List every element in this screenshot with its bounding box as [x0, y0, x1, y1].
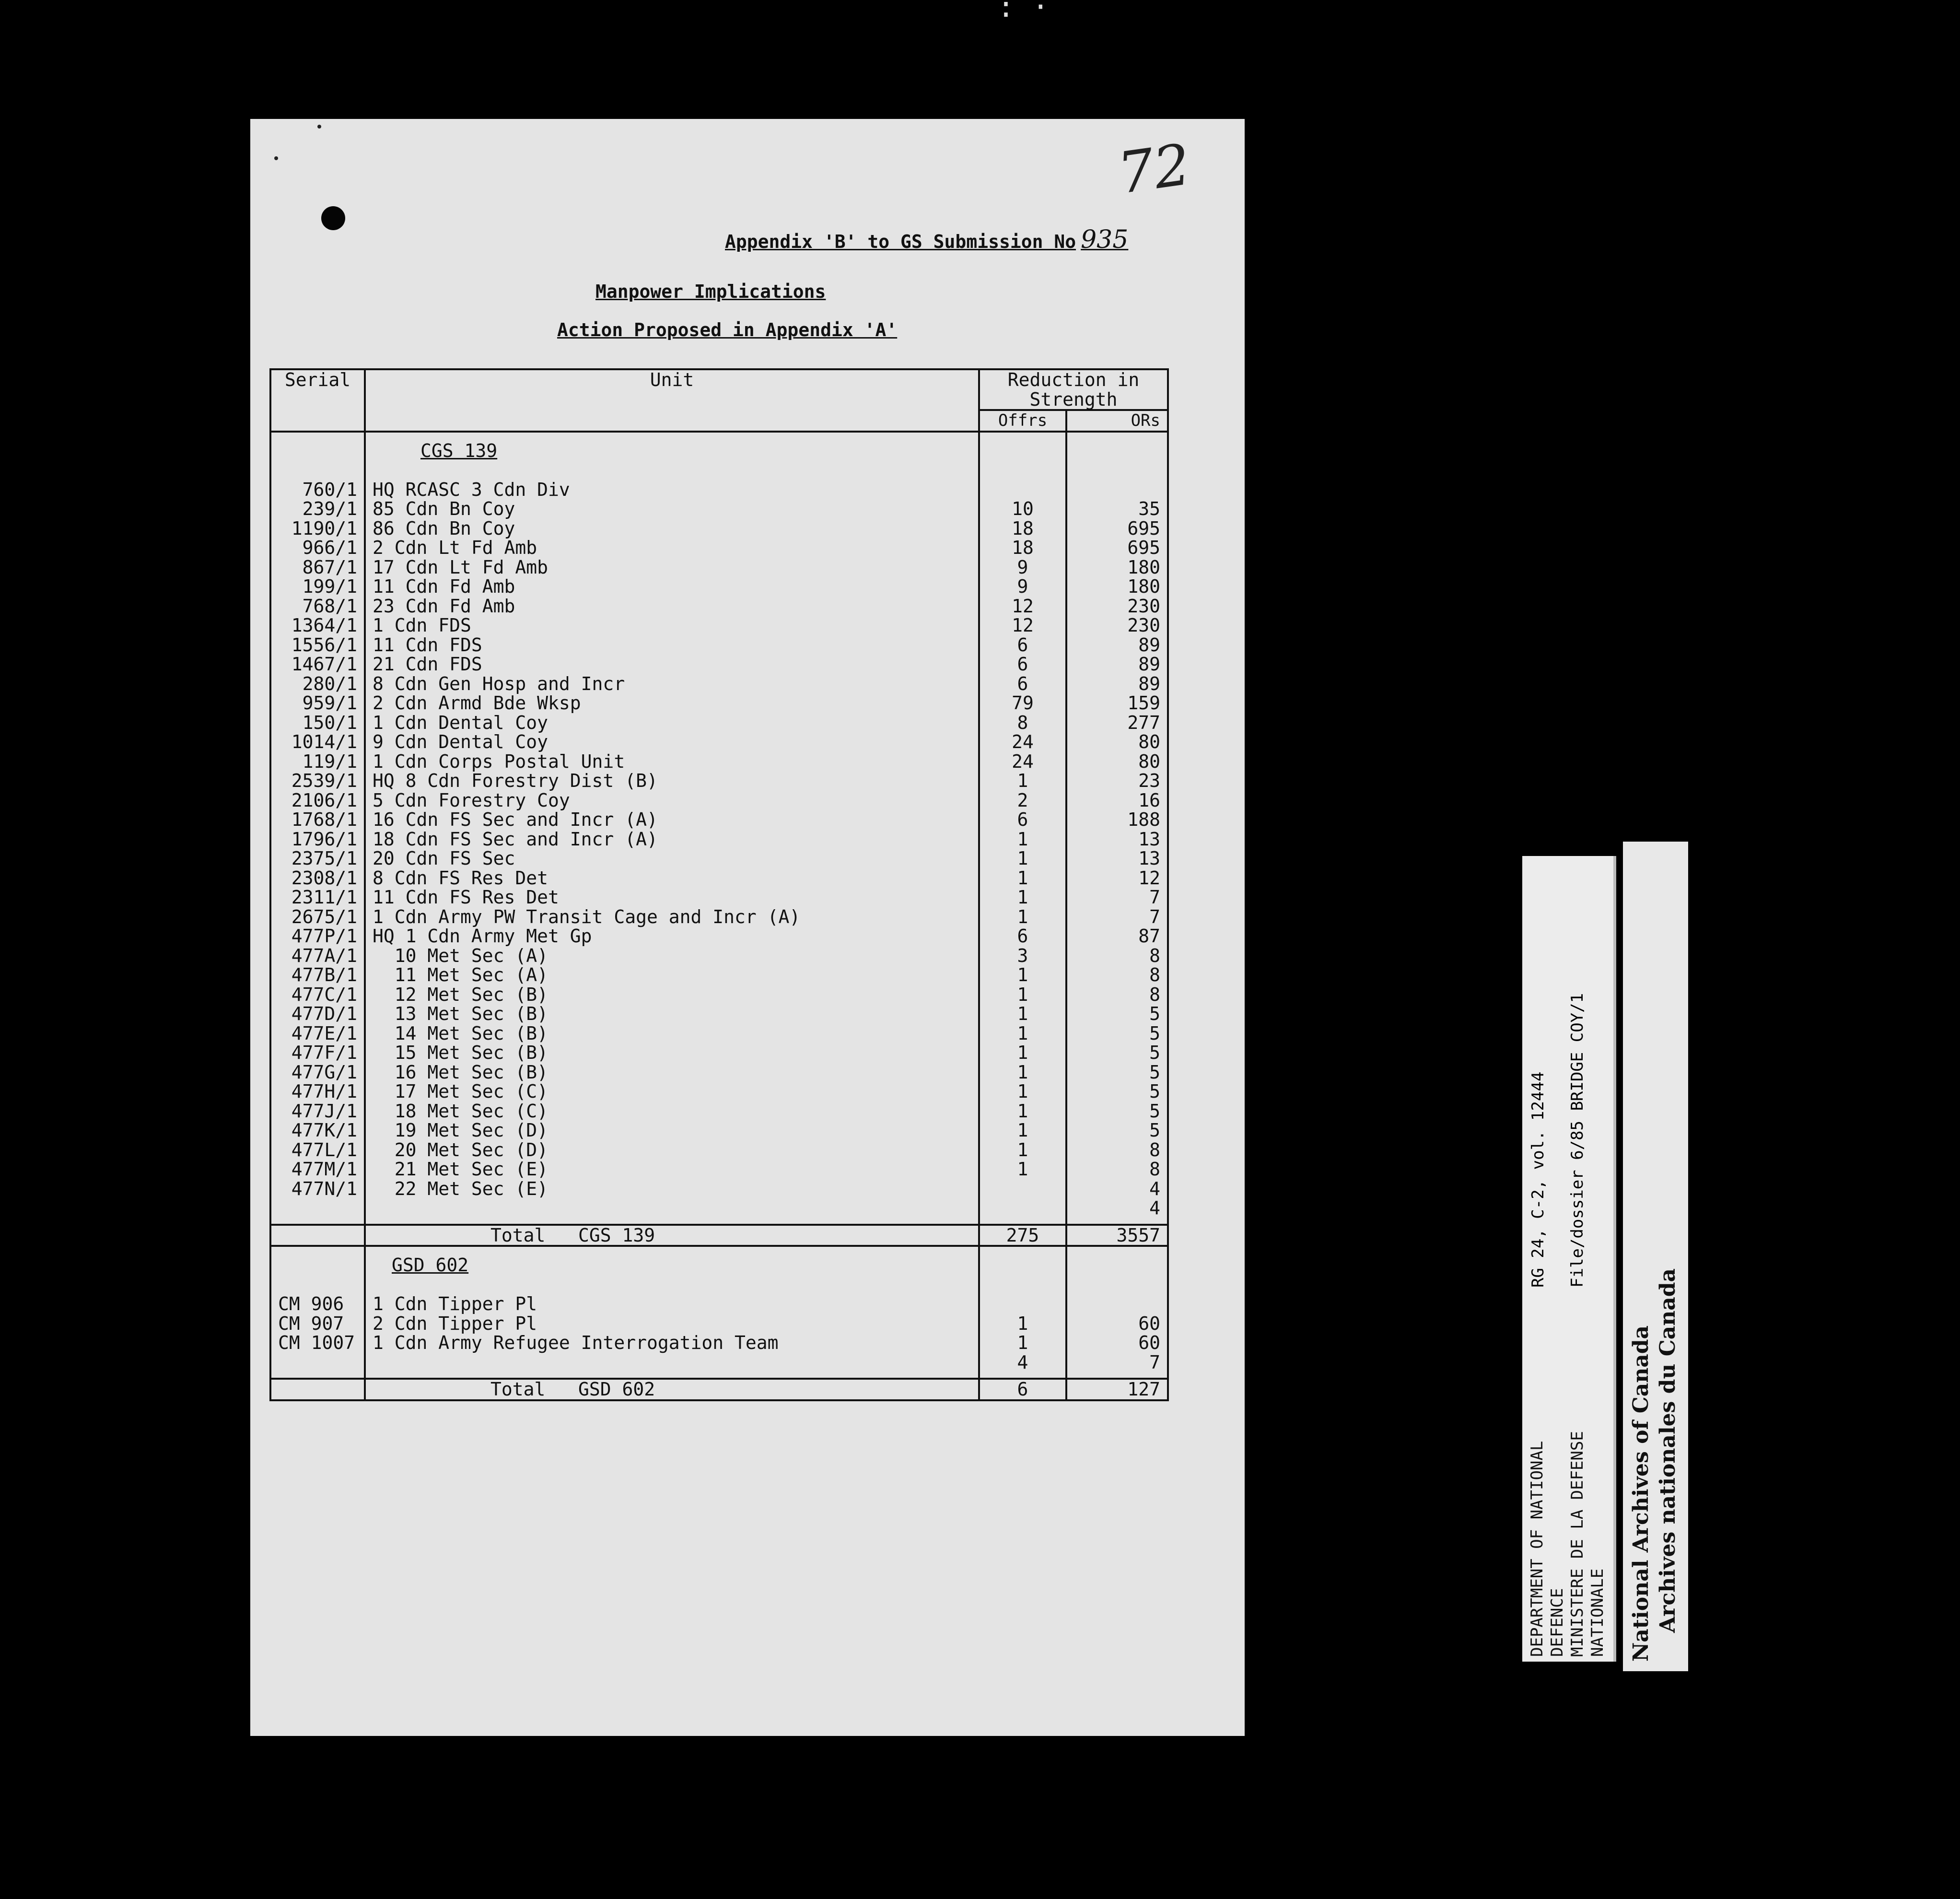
ors-cell: 23 — [1138, 770, 1160, 791]
section-heading: CGS 139 — [420, 440, 498, 461]
serial-spacer — [278, 1255, 357, 1275]
ors-cell: 8 — [1149, 1159, 1160, 1180]
ors-cell: 180 — [1127, 576, 1160, 597]
unit-cell: HQ RCASC 3 Cdn Div — [373, 479, 570, 500]
unit-spacer — [373, 1275, 971, 1295]
unit-cell: 16 Met Sec (B) — [373, 1061, 548, 1083]
unit-cell: 21 Met Sec (E) — [373, 1159, 548, 1180]
ors-cell: 5 — [1149, 1061, 1160, 1083]
ors-cell: 5 — [1149, 1081, 1160, 1102]
ors-cell: 60 — [1138, 1332, 1160, 1353]
unit-cell: 8 Cdn Gen Hosp and Incr — [373, 673, 625, 694]
dept-line: MINISTERE DE LA DEFENSE — [1568, 1431, 1587, 1657]
ors-cell: 5 — [1149, 1003, 1160, 1024]
serial-cell: 966/1 — [302, 537, 357, 558]
offrs-spacer — [987, 460, 1059, 480]
speck — [317, 125, 321, 129]
serial-cell: 477K/1 — [291, 1120, 357, 1141]
total-serial-cell — [270, 1225, 365, 1246]
offrs-cell: 24 — [1012, 750, 1034, 772]
offrs-header: Offrs — [979, 410, 1066, 432]
total-row-gsd602 — [270, 1379, 1168, 1400]
serial-cell: 760/1 — [302, 479, 357, 500]
ors-cell: 13 — [1138, 828, 1160, 850]
offrs-column — [979, 1246, 1066, 1379]
dept-line: DEPARTMENT OF NATIONAL — [1528, 1441, 1547, 1657]
dept-line: NATIONALE — [1588, 1568, 1607, 1657]
manpower-table — [269, 368, 1169, 1401]
appendix-title — [725, 225, 1128, 254]
ors-spacer — [1074, 480, 1160, 500]
unit-list — [373, 1294, 971, 1353]
serial-cell: 477D/1 — [291, 1003, 357, 1024]
total-ors: 3557 — [1066, 1225, 1168, 1246]
offrs-cell: 1 — [1017, 887, 1028, 908]
unit-cell: 11 Cdn FDS — [373, 634, 482, 656]
ors-cell: 5 — [1149, 1100, 1160, 1122]
offrs-cell: 1 — [1017, 1100, 1028, 1122]
speck — [274, 156, 278, 160]
archive-ref-lines — [1528, 866, 1587, 1288]
offrs-cell: 2 — [1017, 789, 1028, 811]
serial-column — [270, 1246, 365, 1379]
serial-cell: 2106/1 — [291, 789, 357, 811]
serial-cell: 477B/1 — [291, 964, 357, 985]
serial-spacer — [278, 441, 357, 461]
unit-cell: 20 Cdn FS Sec — [373, 848, 515, 869]
unit-cell: HQ 1 Cdn Army Met Gp — [373, 926, 592, 947]
serial-list — [278, 1294, 357, 1353]
unit-cell: 9 Cdn Dental Coy — [373, 731, 548, 752]
unit-cell: 19 Met Sec (D) — [373, 1120, 548, 1141]
offrs-cell: 79 — [1012, 692, 1034, 714]
offrs-cell: 1 — [1017, 1139, 1028, 1160]
serial-cell: 280/1 — [302, 673, 357, 694]
serial-cell: 867/1 — [302, 556, 357, 578]
ors-cell: 89 — [1138, 673, 1160, 694]
ors-list — [1074, 1314, 1160, 1372]
ors-cell: 5 — [1149, 1042, 1160, 1063]
offrs-spacer — [987, 1294, 1059, 1314]
offrs-cell: 18 — [1012, 537, 1034, 558]
serial-cell: 477L/1 — [291, 1139, 357, 1160]
serial-spacer — [278, 460, 357, 480]
ors-spacer — [1074, 1275, 1160, 1295]
offrs-cell: 1 — [1017, 1332, 1028, 1353]
ors-cell: 180 — [1127, 556, 1160, 578]
ors-cell: 89 — [1138, 634, 1160, 656]
unit-cell: 1 Cdn Corps Postal Unit — [373, 750, 625, 772]
offrs-cell: 1 — [1017, 906, 1028, 927]
section-heading-line — [373, 441, 971, 461]
ors-header: ORs — [1066, 410, 1168, 432]
serial-cell: 1796/1 — [291, 828, 357, 850]
offrs-cell: 1 — [1017, 828, 1028, 850]
document-page — [250, 119, 1245, 1736]
section-heading-line — [373, 1255, 971, 1275]
unit-cell: 11 Met Sec (A) — [373, 964, 548, 985]
offrs-cell: 1 — [1017, 770, 1028, 791]
serial-cell: 239/1 — [302, 498, 357, 519]
ors-cell: 13 — [1138, 848, 1160, 869]
ors-cell: 89 — [1138, 654, 1160, 675]
unit-column — [365, 1246, 979, 1379]
serial-cell: 477N/1 — [291, 1178, 357, 1199]
offrs-cell: 6 — [1017, 809, 1028, 830]
ors-cell: 230 — [1127, 615, 1160, 636]
serial-cell: 1190/1 — [291, 517, 357, 539]
offrs-cell: 10 — [1012, 498, 1034, 519]
offrs-cell: 1 — [1017, 1081, 1028, 1102]
offrs-cell: 3 — [1017, 945, 1028, 966]
ors-cell: 8 — [1149, 984, 1160, 1005]
unit-cell: 5 Cdn Forestry Coy — [373, 789, 570, 811]
archive-reference-label — [1522, 856, 1616, 1662]
ors-cell: 60 — [1138, 1313, 1160, 1334]
offrs-spacer — [987, 1255, 1059, 1275]
offrs-cell: 12 — [1012, 595, 1034, 617]
ors-cell: 8 — [1149, 964, 1160, 985]
serial-cell: CM 907 — [278, 1313, 344, 1334]
ors-spacer — [1074, 441, 1160, 461]
unit-cell: 22 Met Sec (E) — [373, 1178, 548, 1199]
offrs-cell: 1 — [1017, 1003, 1028, 1024]
ors-cell: 7 — [1149, 887, 1160, 908]
ors-column — [1066, 1246, 1168, 1379]
stamp-line-fr: Archives nationales du Canada — [1656, 1268, 1680, 1633]
total-ors: 127 — [1066, 1379, 1168, 1400]
serial-cell: 2308/1 — [291, 867, 357, 889]
total-offrs: 6 — [979, 1379, 1066, 1400]
unit-cell: 1 Cdn Army Refugee Interrogation Team — [373, 1332, 779, 1353]
offrs-cell: 1 — [1017, 984, 1028, 1005]
serial-cell: 1364/1 — [291, 615, 357, 636]
total-serial-cell — [270, 1379, 365, 1400]
national-archives-text — [1628, 851, 1681, 1662]
unit-cell: 2 Cdn Tipper Pl — [373, 1313, 537, 1334]
unit-cell: 1 Cdn Dental Coy — [373, 712, 548, 733]
section-heading: GSD 602 — [392, 1254, 469, 1276]
ors-cell: 695 — [1127, 537, 1160, 558]
offrs-cell: 8 — [1017, 712, 1028, 733]
serial-cell: 959/1 — [302, 692, 357, 714]
offrs-cell: 1 — [1017, 1022, 1028, 1044]
serial-cell: 2675/1 — [291, 906, 357, 927]
offrs-list — [987, 1314, 1059, 1372]
offrs-spacer — [987, 1275, 1059, 1295]
national-archives-stamp — [1623, 842, 1688, 1671]
offrs-cell: 9 — [1017, 576, 1028, 597]
ors-cell: 230 — [1127, 595, 1160, 617]
file-line: File/dossier 6/85 BRIDGE COY/1 — [1568, 993, 1587, 1288]
submission-number: 935 — [1081, 225, 1129, 254]
offrs-cell: 1 — [1017, 964, 1028, 985]
offrs-cell: 6 — [1017, 926, 1028, 947]
ors-cell: 188 — [1127, 809, 1160, 830]
unit-header: Unit — [365, 369, 979, 432]
unit-cell: 14 Met Sec (B) — [373, 1022, 548, 1044]
offrs-cell: 1 — [1017, 1313, 1028, 1334]
ors-cell: 277 — [1127, 712, 1160, 733]
ors-cell: 159 — [1127, 692, 1160, 714]
unit-cell: 1 Cdn Army PW Transit Cage and Incr (A) — [373, 906, 801, 927]
film-mark: : · — [997, 0, 1050, 24]
unit-column — [365, 432, 979, 1225]
total-row-cgs139 — [270, 1225, 1168, 1246]
ors-cell: 87 — [1138, 926, 1160, 947]
offrs-list — [987, 499, 1059, 1179]
offrs-spacer — [987, 441, 1059, 461]
ors-spacer — [1074, 1294, 1160, 1314]
punch-hole — [321, 206, 345, 230]
offrs-cell: 12 — [1012, 615, 1034, 636]
serial-cell: 199/1 — [302, 576, 357, 597]
offrs-spacer — [987, 480, 1059, 500]
ors-cell: 4 — [1149, 1178, 1160, 1199]
serial-cell: 477M/1 — [291, 1159, 357, 1180]
ors-column — [1066, 432, 1168, 1225]
ors-cell: 80 — [1138, 750, 1160, 772]
header-row — [270, 369, 1168, 410]
serial-cell: 768/1 — [302, 595, 357, 617]
serial-cell: 477H/1 — [291, 1081, 357, 1102]
serial-cell: 1014/1 — [291, 731, 357, 752]
ors-cell: 8 — [1149, 945, 1160, 966]
serial-cell: 477A/1 — [291, 945, 357, 966]
serial-column — [270, 432, 365, 1225]
document-subtitle: Action Proposed in Appendix 'A' — [557, 319, 898, 340]
offrs-cell: 1 — [1017, 867, 1028, 889]
unit-cell: 10 Met Sec (A) — [373, 945, 548, 966]
serial-cell: 2375/1 — [291, 848, 357, 869]
ors-cell: 12 — [1138, 867, 1160, 889]
serial-cell: 2311/1 — [291, 887, 357, 908]
ors-cell: 8 — [1149, 1139, 1160, 1160]
serial-cell: 150/1 — [302, 712, 357, 733]
ors-cell: 80 — [1138, 731, 1160, 752]
offrs-cell: 1 — [1017, 1061, 1028, 1083]
serial-cell: 477E/1 — [291, 1022, 357, 1044]
unit-cell: 17 Cdn Lt Fd Amb — [373, 556, 548, 578]
serial-list — [278, 480, 357, 1199]
serial-cell: 477P/1 — [291, 926, 357, 947]
unit-cell: 23 Cdn Fd Amb — [373, 595, 515, 617]
total-label: Total CGS 139 — [365, 1225, 979, 1246]
offrs-cell: 1 — [1017, 1042, 1028, 1063]
ors-cell: 5 — [1149, 1120, 1160, 1141]
ors-cell: 5 — [1149, 1022, 1160, 1044]
unit-cell: 15 Met Sec (B) — [373, 1042, 548, 1063]
unit-cell: 2 Cdn Lt Fd Amb — [373, 537, 537, 558]
spacer — [1548, 866, 1567, 1288]
offrs-cell: 24 — [1012, 731, 1034, 752]
offrs-cell: 1 — [1017, 1159, 1028, 1180]
total-label: Total GSD 602 — [365, 1379, 979, 1400]
offrs-cell: 1 — [1017, 1120, 1028, 1141]
rg-line: RG 24, C-2, vol. 12444 — [1528, 1071, 1548, 1288]
unit-cell: 1 Cdn Tipper Pl — [373, 1293, 537, 1314]
serial-cell: 477J/1 — [291, 1100, 357, 1122]
offrs-cell: 6 — [1017, 673, 1028, 694]
offrs-cell: 1 — [1017, 848, 1028, 869]
serial-cell: 477F/1 — [291, 1042, 357, 1063]
unit-cell: 86 Cdn Bn Coy — [373, 517, 515, 539]
ors-cell: 7 — [1149, 906, 1160, 927]
unit-list — [373, 480, 971, 1199]
serial-cell: 2539/1 — [291, 770, 357, 791]
unit-cell: 21 Cdn FDS — [373, 654, 482, 675]
offrs-cell: 6 — [1017, 634, 1028, 656]
unit-cell: 1 Cdn FDS — [373, 615, 471, 636]
unit-cell: 18 Cdn FS Sec and Incr (A) — [373, 828, 658, 850]
serial-cell: 119/1 — [302, 750, 357, 772]
ors-cell: 35 — [1138, 498, 1160, 519]
appendix-title-text: Appendix 'B' to GS Submission No — [725, 231, 1076, 252]
serial-cell: CM 906 — [278, 1293, 344, 1314]
unit-cell: 8 Cdn FS Res Det — [373, 867, 548, 889]
serial-cell: 1768/1 — [291, 809, 357, 830]
reduction-header: Reduction in Strength — [979, 369, 1168, 410]
unit-cell: 11 Cdn Fd Amb — [373, 576, 515, 597]
serial-spacer — [278, 1275, 357, 1295]
serial-cell: 1556/1 — [291, 634, 357, 656]
ors-cell: 16 — [1138, 789, 1160, 811]
unit-cell: 13 Met Sec (B) — [373, 1003, 548, 1024]
offrs-column — [979, 432, 1066, 1225]
handwritten-page-number: 72 — [1114, 131, 1195, 207]
unit-cell: 17 Met Sec (C) — [373, 1081, 548, 1102]
unit-cell: 85 Cdn Bn Coy — [373, 498, 515, 519]
stamp-line-en: National Archives of Canada — [1629, 1325, 1653, 1662]
ors-cell: 4 — [1149, 1197, 1160, 1219]
ors-spacer — [1074, 1255, 1160, 1275]
archive-ref-block — [1528, 856, 1612, 1288]
unit-cell: 16 Cdn FS Sec and Incr (A) — [373, 809, 658, 830]
section-cgs139-entries — [270, 432, 1168, 1225]
offrs-cell: 6 — [1017, 654, 1028, 675]
ors-cell: 695 — [1127, 517, 1160, 539]
dept-line: DEFENCE — [1548, 1588, 1567, 1657]
section-gsd602-entries — [270, 1246, 1168, 1379]
unit-cell: 12 Met Sec (B) — [373, 984, 548, 1005]
ors-list — [1074, 499, 1160, 1218]
unit-cell: HQ 8 Cdn Forestry Dist (B) — [373, 770, 658, 791]
ors-cell: 7 — [1149, 1351, 1160, 1373]
unit-cell: 20 Met Sec (D) — [373, 1139, 548, 1160]
unit-cell: 11 Cdn FS Res Det — [373, 887, 559, 908]
document-title: Manpower Implications — [595, 281, 826, 302]
unit-cell: 18 Met Sec (C) — [373, 1100, 548, 1122]
serial-cell: CM 1007 — [278, 1332, 355, 1353]
serial-cell: 477C/1 — [291, 984, 357, 1005]
offrs-cell: 9 — [1017, 556, 1028, 578]
offrs-cell: 4 — [1017, 1351, 1028, 1373]
total-offrs: 275 — [979, 1225, 1066, 1246]
unit-cell: 2 Cdn Armd Bde Wksp — [373, 692, 581, 714]
serial-cell: 477G/1 — [291, 1061, 357, 1083]
ors-spacer — [1074, 460, 1160, 480]
offrs-cell: 18 — [1012, 517, 1034, 539]
unit-spacer — [373, 460, 971, 480]
serial-header: Serial — [270, 369, 365, 432]
serial-cell: 1467/1 — [291, 654, 357, 675]
